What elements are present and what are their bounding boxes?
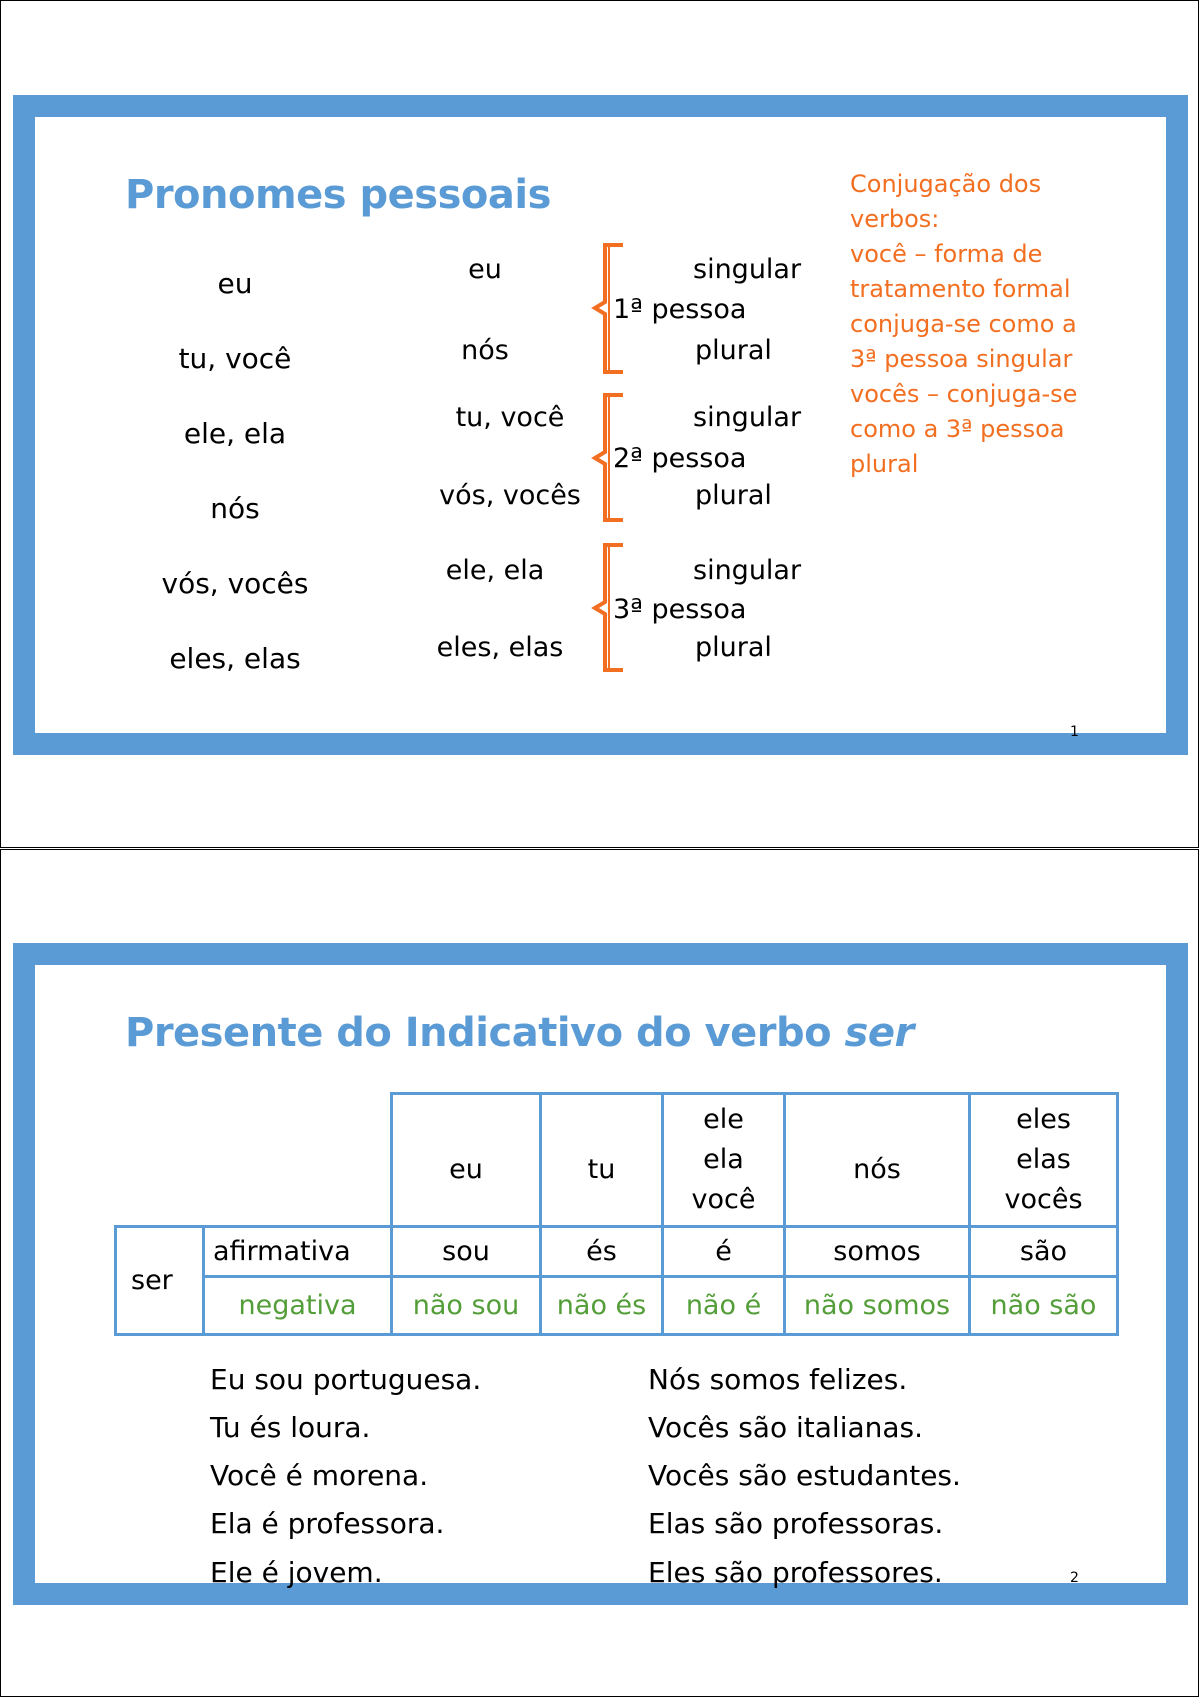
note-line: plural	[850, 450, 919, 478]
slide-title: Pronomes pessoais	[125, 172, 551, 218]
conjugation-note	[850, 167, 1100, 482]
plural-label: plural	[695, 480, 772, 511]
title-text: Presente do Indicativo do verbo	[125, 1010, 845, 1056]
singular-label: singular	[693, 402, 802, 433]
person-label: 1ª pessoa	[613, 294, 747, 325]
pronoun-item: vós, vocês	[161, 567, 309, 600]
curly-brace-icon	[579, 542, 629, 677]
pronoun-item: eles, elas	[169, 642, 301, 675]
pronoun-item: tu, você	[178, 342, 292, 375]
plural-pronoun: vós, vocês	[439, 480, 581, 511]
table-cell: somos	[785, 1227, 970, 1277]
example-sentence: Eu sou portuguesa.	[210, 1363, 482, 1396]
affirmative-label: afirmativa	[204, 1227, 392, 1277]
table-cell: são	[970, 1227, 1118, 1277]
table-row-negative	[116, 1277, 1118, 1335]
verb-cell: ser	[116, 1227, 204, 1335]
plural-label: plural	[695, 335, 772, 366]
table-cell: és	[541, 1227, 663, 1277]
pronoun-item: nós	[210, 492, 260, 525]
table-cell: não sou	[392, 1277, 541, 1335]
singular-pronoun: ele, ela	[445, 555, 545, 586]
table-header-row	[116, 1094, 1118, 1227]
title-verb: ser	[844, 1010, 914, 1056]
note-line: vocês – conjuga-se	[850, 380, 1078, 408]
example-sentence: Ela é professora.	[210, 1507, 445, 1540]
note-line: 3ª pessoa singular	[850, 345, 1073, 373]
slide-1	[13, 95, 1188, 755]
note-line: Conjugação dos	[850, 170, 1042, 198]
header-ele-ela-voce: ele ela você	[663, 1094, 785, 1227]
table-cell: não são	[970, 1277, 1118, 1335]
slide-number: 1	[1070, 724, 1079, 740]
example-sentence: Nós somos felizes.	[648, 1363, 908, 1396]
table-cell: sou	[392, 1227, 541, 1277]
curly-brace-icon	[579, 242, 629, 377]
example-sentence: Elas são professoras.	[648, 1507, 944, 1540]
slide-title	[125, 1010, 914, 1056]
header-nos: nós	[785, 1094, 970, 1227]
singular-label: singular	[693, 254, 802, 285]
example-sentence: Vocês são estudantes.	[648, 1459, 961, 1492]
person-label: 3ª pessoa	[613, 594, 747, 625]
pronoun-item: ele, ela	[183, 417, 287, 450]
example-sentence: Eles são professores.	[648, 1556, 943, 1589]
slide-number: 2	[1070, 1570, 1079, 1586]
pronoun-item: eu	[217, 267, 253, 300]
header-tu: tu	[541, 1094, 663, 1227]
header-eles-elas-voces: eles elas vocês	[970, 1094, 1118, 1227]
table-cell: não é	[663, 1277, 785, 1335]
conjugation-table	[114, 1092, 1119, 1336]
slide-2	[13, 943, 1188, 1605]
person-label: 2ª pessoa	[613, 443, 747, 474]
table-row-affirmative	[116, 1227, 1118, 1277]
plural-pronoun: eles, elas	[436, 632, 564, 663]
example-sentence: Tu és loura.	[210, 1411, 371, 1444]
note-line: como a 3ª pessoa	[850, 415, 1065, 443]
singular-pronoun: tu, você	[455, 402, 565, 433]
example-sentence: Ele é jovem.	[210, 1556, 383, 1589]
note-line: tratamento formal	[850, 275, 1071, 303]
table-cell: não somos	[785, 1277, 970, 1335]
note-line: você – forma de	[850, 240, 1043, 268]
singular-pronoun: eu	[468, 254, 502, 285]
table-cell: não és	[541, 1277, 663, 1335]
example-sentence: Você é morena.	[210, 1459, 429, 1492]
curly-brace-icon	[579, 392, 629, 527]
singular-label: singular	[693, 555, 802, 586]
plural-label: plural	[695, 632, 772, 663]
note-line: verbos:	[850, 205, 940, 233]
example-sentence: Vocês são italianas.	[648, 1411, 924, 1444]
table-cell: é	[663, 1227, 785, 1277]
note-line: conjuga-se como a	[850, 310, 1077, 338]
header-eu: eu	[392, 1094, 541, 1227]
negative-label: negativa	[204, 1277, 392, 1335]
plural-pronoun: nós	[461, 335, 509, 366]
